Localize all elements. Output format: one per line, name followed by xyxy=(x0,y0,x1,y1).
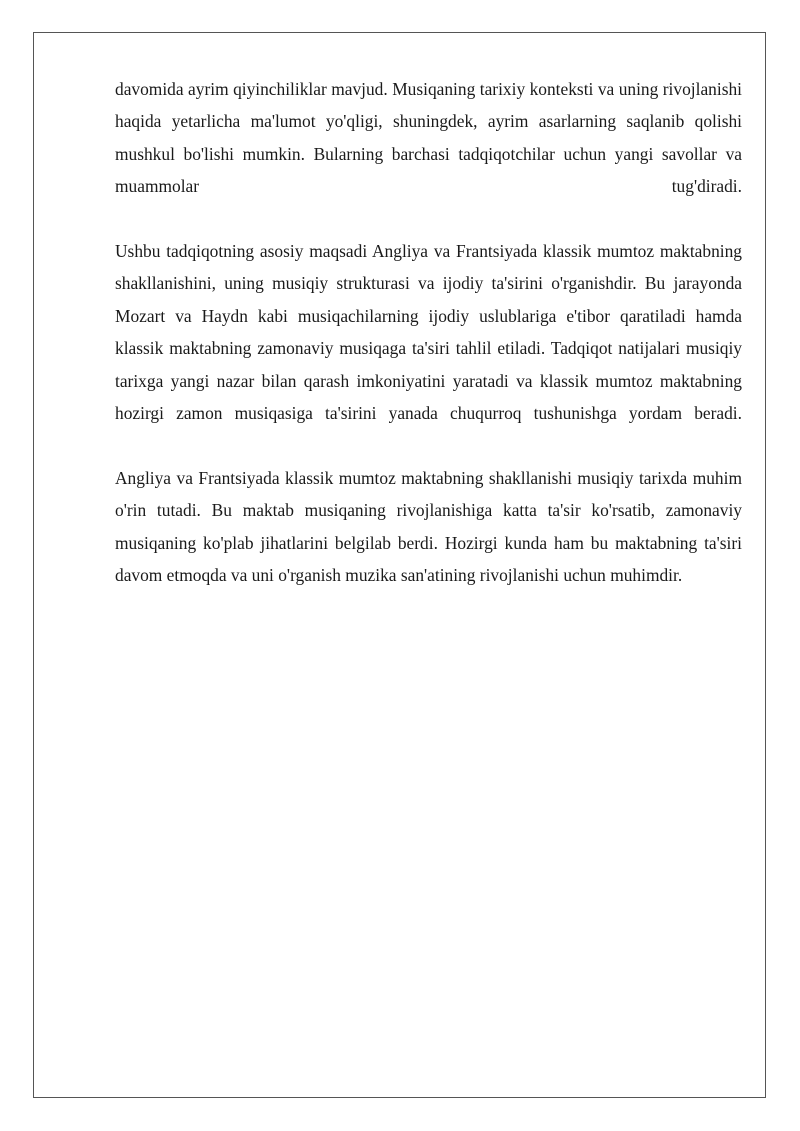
paragraph-2: Ushbu tadqiqotning asosiy maqsadi Angliya va Frantsiyada klassik mumtoz maktabning shakllanishini, uning musiqiy strukturasi va ijodiy ta'sirini o'rganishdir. Bu jarayonda Mozart va Haydn kabi musiqachilarning ijodiy uslublariga e'tibor qaratiladi hamda klassik maktabning zamonaviy musiqaga ta'siri tahlil etiladi. Tadqiqot natijalari musiqiy tarixga yangi nazar bilan qarash imkoniyatini yaratadi va klassik mumtoz maktabning hozirgi zamon musiqasiga ta'sirini yanada chuqurroq tushunishga yordam beradi. xyxy=(115,241,742,424)
document-body xyxy=(115,73,742,624)
paragraph-3: Angliya va Frantsiyada klassik mumtoz maktabning shakllanishi musiqiy tarixda muhim o'rin tutadi. Bu maktab musiqaning rivojlanishiga katta ta'sir ko'rsatib, zamonaviy musiqaning ko'plab jihatlarini belgilab berdi. Hozirgi kunda ham bu maktabning ta'siri davom etmoqda va uni o'rganish muzika san'atining rivojlanishi uchun muhimdir. xyxy=(115,467,742,586)
paragraph-1: davomida ayrim qiyinchiliklar mavjud. Musiqaning tarixiy konteksti va uning rivojlanishi haqida yetarlicha ma'lumot yo'qligi, shuningdek, ayrim asarlarning saqlanib qolishi mushkul bo'lishi mumkin. Bularning barchasi tadqiqotchilar uchun yangi savollar va muammolar tug'diradi. xyxy=(115,79,742,197)
